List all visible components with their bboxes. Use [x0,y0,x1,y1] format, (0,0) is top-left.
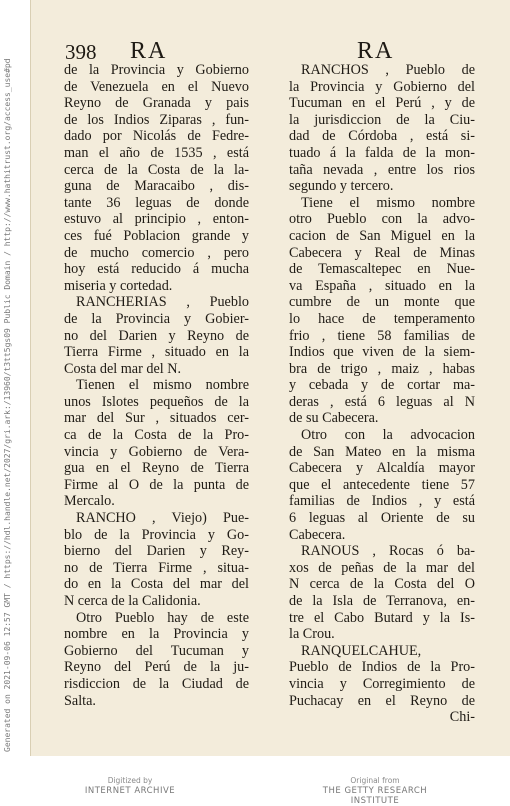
text-line: xos de peñas de la mar del [289,559,475,576]
text-line: bra de trigo , maiz , habas [289,360,475,377]
text-line: blo de la Provincia y Go- [64,526,249,543]
text-line: estuvo al principio , enton- [64,211,249,228]
text-line: Tucuman en el Perú , y de [289,95,475,112]
text-line: Salta. [64,692,96,709]
text-line: la jurisdiccion de la Ciu- [289,111,475,128]
text-line: dado por Nicolás de Fedre- [64,128,249,145]
text-line: Puchacay en el Reyno de [289,692,475,709]
text-line: frio , tiene 58 familias de [289,327,475,344]
text-line: Cabecera y Alcaldía mayor [289,460,475,477]
getty-label: THE GETTY RESEARCH INSTITUTE [322,786,428,806]
text-line: tante 36 leguas de donde [64,194,249,211]
text-line: man el año de 1535 , está [64,144,249,161]
text-line: la Provincia y Gobierno del [289,78,475,95]
text-line: cumbre de un monte que [289,294,475,311]
text-line: Pueblo de Indios de la Pro- [289,659,475,676]
text-line: taña nevada , entre los rios [289,161,475,178]
text-line: tuado á la falda de la mon- [289,144,475,161]
text-line: y cebada y de cortar ma- [289,377,475,394]
text-line: 6 leguas al Oriente de su [289,510,475,527]
text-line: Costa del mar del N. [64,360,182,377]
digitized-by-label: Digitized by [107,776,153,785]
running-head-right: RA [357,38,395,64]
text-line: Gobierno del Tucuman y [64,642,249,659]
text-line: do en la Costa del mar del [64,576,249,593]
text-line: otro Pueblo con la advo- [289,211,475,228]
text-line: tre el Cabo Butard y la Is- [289,609,475,626]
text-line: vincia y Corregimiento de [289,675,475,692]
text-line: RANCHERIAS , Pueblo [76,294,249,311]
text-line: RANOUS , Rocas ó ba- [301,543,475,560]
text-line: Reyno del Perú de la ju- [64,659,249,676]
internet-archive-label: INTERNET ARCHIVE [84,786,176,796]
text-line: lo hace de temperamento [289,310,475,327]
text-line: mar del Sur , situados cer- [64,410,249,427]
text-line: unos Islotes pequeños de la [64,393,249,410]
text-line: la Crou. [289,626,335,643]
text-line: deras , está 6 leguas al N [289,393,475,410]
text-line: N cerca de la Costa del O [289,576,475,593]
original-from-credit [300,776,450,806]
text-line: va España , situado en la [289,277,475,294]
text-line: de Temascaltepec en Nue- [289,261,475,278]
text-line: de la Isla de Terranova, en- [289,593,475,609]
text-line: Firme al O de la punta de [64,476,249,493]
text-line: que el antecedente tiene 57 [289,476,475,493]
text-line: cerca de la Costa de la la- [64,161,249,178]
text-line: hoy está reducido á mucha [64,261,249,278]
text-line: de San Mateo en la misma [289,443,475,460]
text-line: familias de Indios , y está [289,493,475,510]
text-line: de Venezuela en el Nuevo [64,78,249,95]
text-line: cacion de San Miguel en la [289,227,475,244]
text-line: de la Provincia y Gobierno [64,62,249,78]
original-from-label: Original from [350,776,400,785]
text-line: RANCHO , Viejo) Pue- [76,510,249,527]
text-line: gua en el Reyno de Tierra [64,460,249,477]
page-number: 398 [65,40,97,64]
generated-note-text: Generated on 2021-09-06 12:57 GMT / https://hdl.handle.net/2027/gri.ark:/13960/t3tt5gs09 Public Domain / http://www.hathitrust.org/access_use#pd [3,58,12,752]
running-head-left: RA [130,38,168,64]
text-line: Otro Pueblo hay de este [76,609,249,626]
text-line: guna de Maracaibo , dis- [64,178,249,195]
text-line: de la Provincia y Gobier- [64,310,249,327]
text-line: RANQUELCAHUE, [301,642,422,659]
text-line: dad de Córdoba , está si- [289,128,475,145]
text-line: bierno del Darien y Rey- [64,543,249,560]
text-line: Otro con la advocacion [301,427,475,444]
text-line: RANCHOS , Pueblo de [301,62,475,78]
text-line: de los Indios Ziparas , fun- [64,111,249,128]
text-line: Indios que viven de la siem- [289,344,475,361]
text-line: risdiccion de la Ciudad de [64,675,249,692]
text-line: Tiene el mismo nombre [301,194,475,211]
right-column [289,62,475,726]
text-line: ces fué Poblacion grande y [64,227,249,244]
text-line: Reyno de Granada y pais [64,95,249,112]
digitized-by-credit [70,776,190,796]
text-line: vincia y Gobierno de Vera- [64,443,249,460]
text-line: de su Cabecera. [289,410,379,427]
text-line: segundo y tercero. [289,178,394,195]
text-line: Cabecera y Real de Minas [289,244,475,261]
text-line: Tienen el mismo nombre [76,377,249,394]
left-column [64,62,249,709]
generated-note [0,58,30,756]
text-line: de mucho comercio , pero [64,244,249,261]
text-line: no del Darien y Reyno de [64,327,249,344]
text-line: no de Tierra Firme , situa- [64,559,249,576]
text-line: Chi- [449,709,475,726]
text-line: Tierra Firme , situado en la [64,344,249,361]
text-line: Mercalo. [64,493,115,510]
text-line: nombre en la Provincia y [64,626,249,643]
text-line: ca de la Costa de la Pro- [64,427,249,444]
text-line: N cerca de la Calidonia. [64,593,201,609]
text-line: Cabecera. [289,526,346,543]
text-line: miseria y cortedad. [64,277,173,294]
